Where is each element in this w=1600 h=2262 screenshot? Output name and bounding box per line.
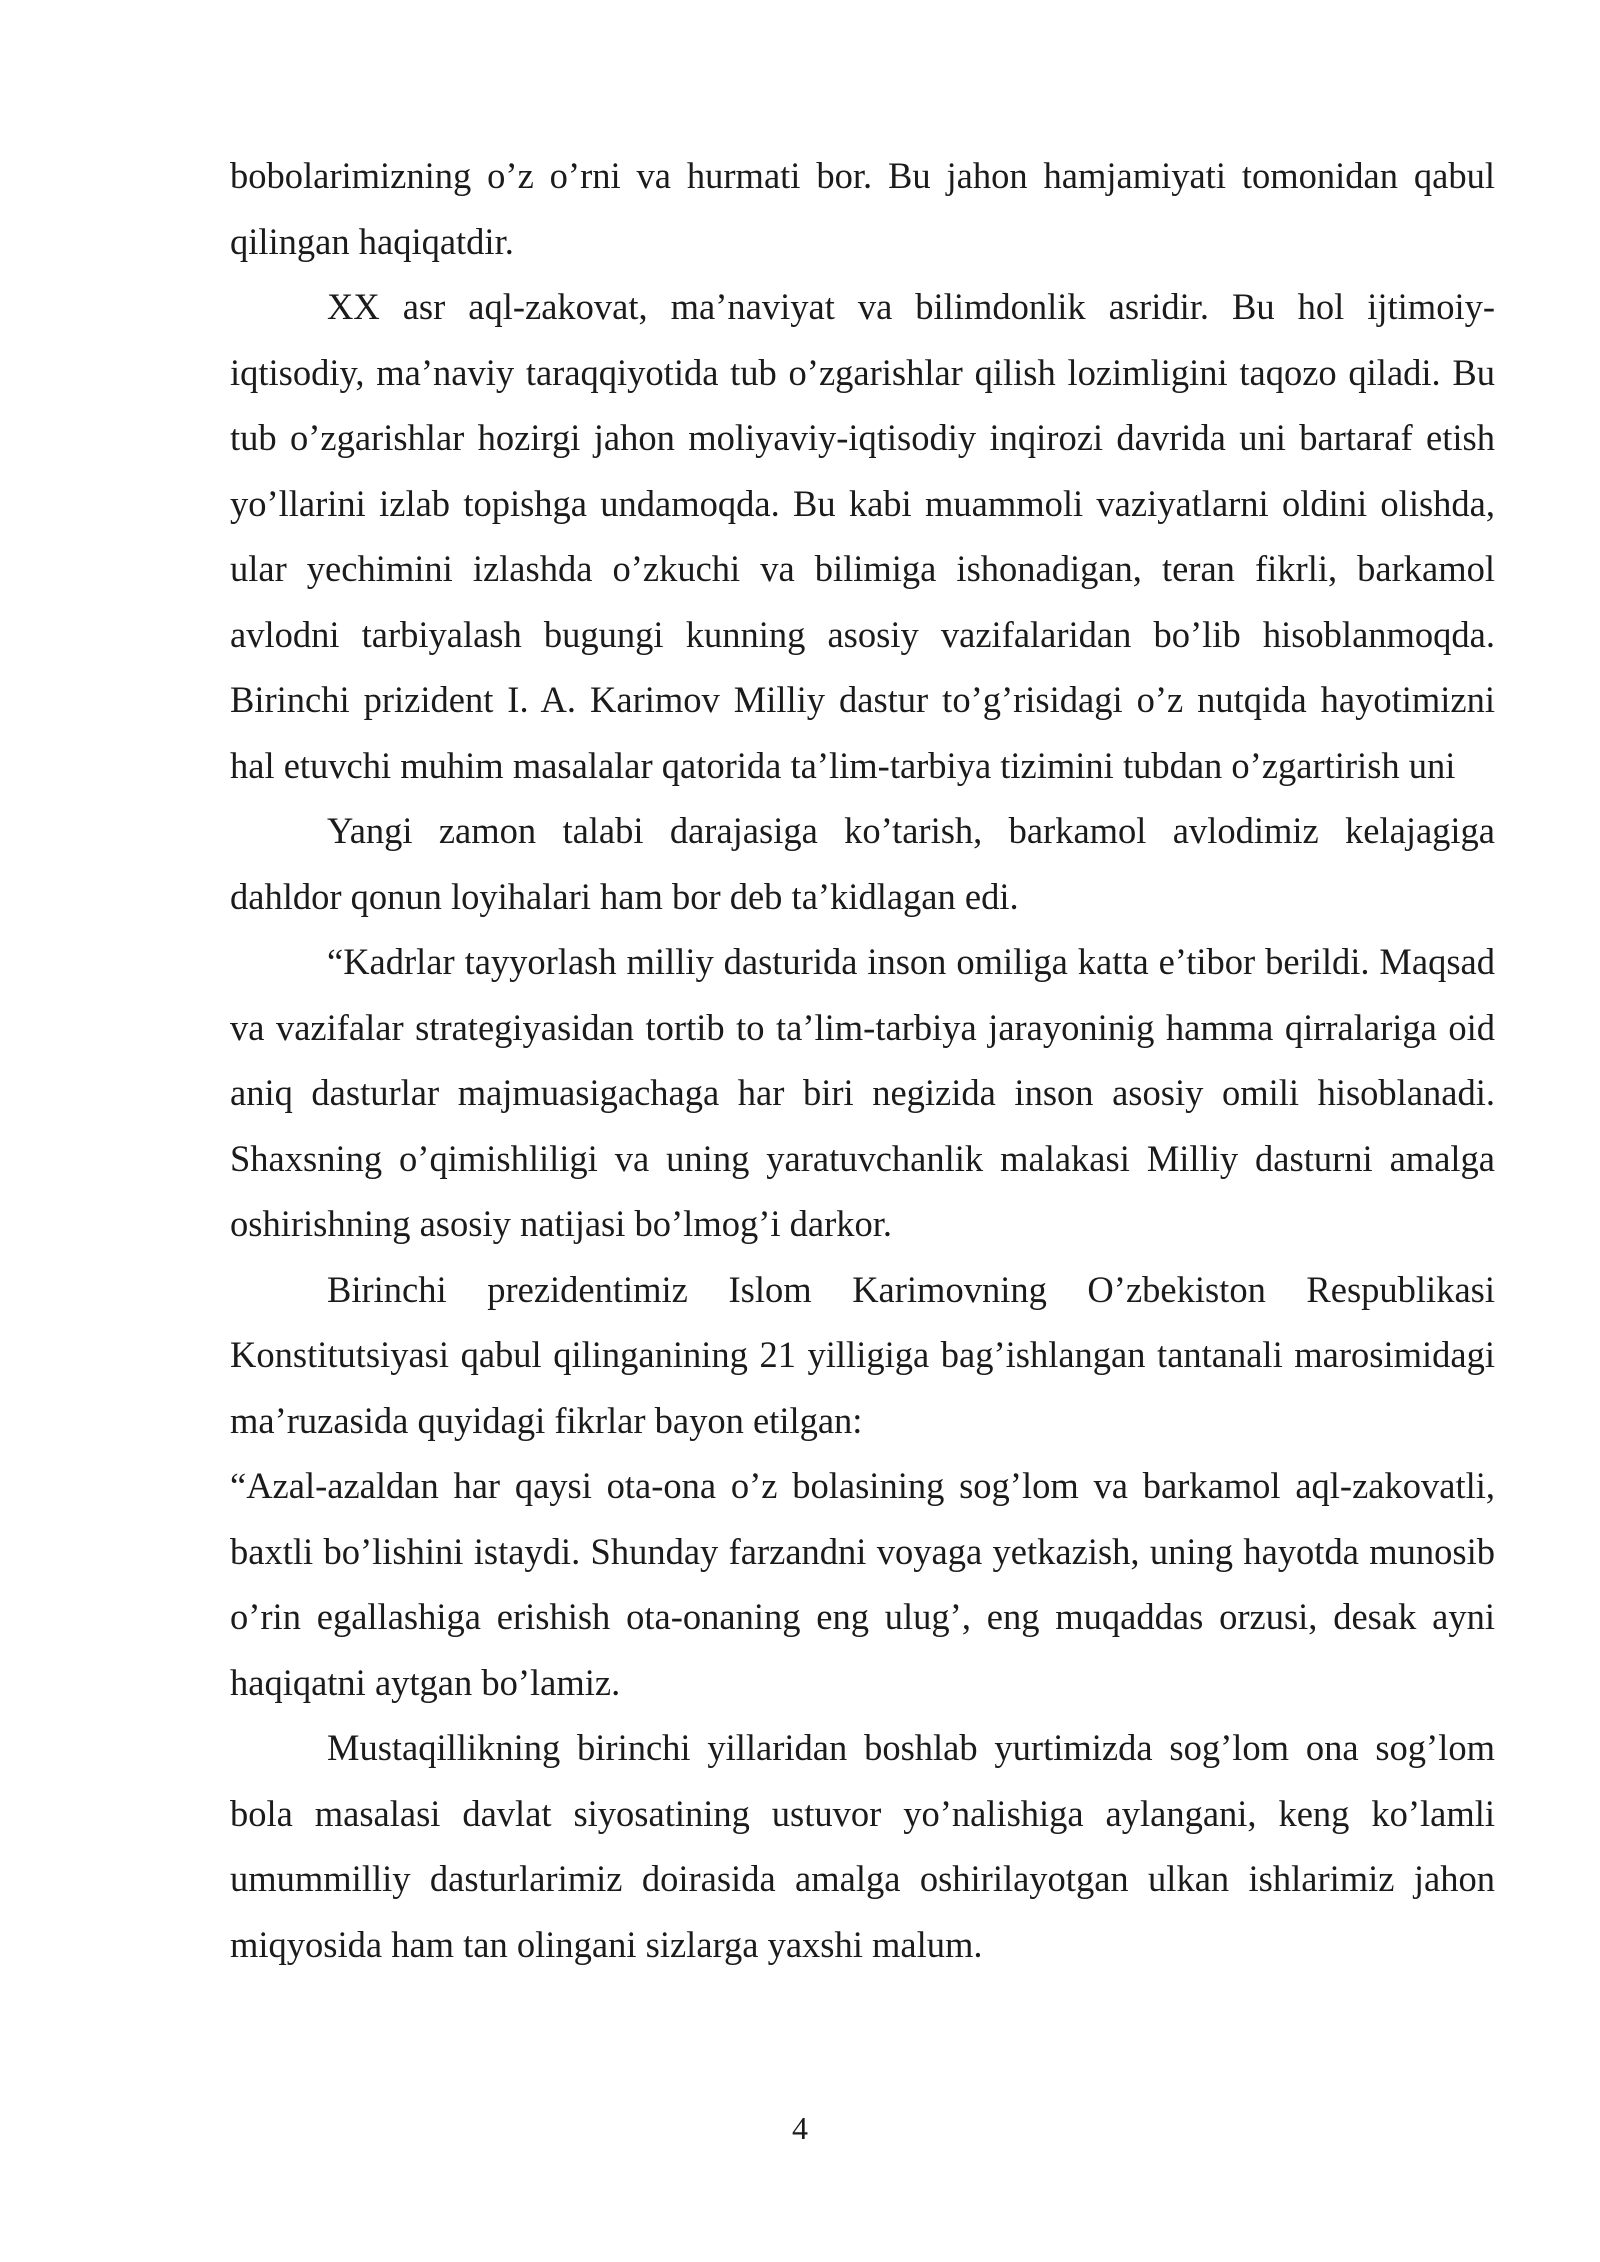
paragraph-first-president: Birinchi prezidentimiz Islom Karimovning O’zbekiston Respublikasi Konstitutsiyasi qabul qilinganining 21 yilligiga bag’ishlangan tantanali marosimidagi ma’ruzasida quyidagi fikrlar bayon etilgan: — [230, 1268, 1495, 1441]
paragraph-new-era: Yangi zamon talabi darajasiga ko’tarish, barkamol avlodimiz kelajagiga dahldor qonun loyihalari ham bor deb ta’kidlagan edi. — [230, 810, 1495, 917]
paragraph-independence: Mustaqillikning birinchi yillaridan boshlab yurtimizda sog’lom ona sog’lom bola masalasi davlat siyosatining ustuvor yo’nalishiga aylangani, keng ko’lamli umummilliy dasturlarimiz doirasida amalga oshirilayotgan ulkan ishlarimiz jahon miqyosida ham tan olingani sizlarga yaxshi malum. — [230, 1727, 1495, 1965]
page-number: 4 — [792, 2110, 808, 2146]
paragraph-quote: “Azal-azaldan har qaysi ota-ona o’z bolasining sog’lom va barkamol aql-zakovatli, baxtli bo’lishini istaydi. Shunday farzandni voyaga yetkazish, uning hayotda munosib o’rin egallashiga erishish ota-onaning eng ulug’, eng muqaddas orzusi, desak ayni haqiqatni aytgan bo’lamiz. — [230, 1465, 1495, 1703]
paragraph-xx-century: XX asr aql-zakovat, ma’naviyat va bilimdonlik asridir. Bu hol ijtimoiy-iqtisodiy, ma’naviy taraqqiyotida tub o’zgarishlar qilish lozimligini taqozo qiladi. Bu tub o’zgarishlar hozirgi jahon moliyaviy-iqtisodiy inqirozi davrida uni bartaraf etish yo’llarini izlab topishga undamoqda. Bu kabi muammoli vaziyatlarni oldini olishda, ular yechimini izlashda o’zkuchi va bilimiga ishonadigan, teran fikrli, barkamol avlodni tarbiyalash bugungi kunning asosiy vazifalaridan bo’lib hisoblanmoqda. Birinchi prizident I. A. Karimov Milliy dastur to’g’risidagi o’z nutqida hayotimizni hal etuvchi muhim masalalar qatorida ta’lim-tarbiya tizimini tubdan o’zgartirish uni — [230, 286, 1495, 786]
paragraph-personnel-training: “Kadrlar tayyorlash milliy dasturida inson omiliga katta e’tibor berildi. Maqsad va vazifalar strategiyasidan tortib to ta’lim-tarbiya jarayoninig hamma qirralariga oid aniq dasturlar majmuasigachaga har biri negizida inson asosiy omili hisoblanadi. Shaxsning o’qimishliligi va uning yaratuvchanlik malakasi Milliy dasturni amalga oshirishning asosiy natijasi bo’lmog’i darkor. — [230, 941, 1495, 1244]
body-text — [230, 143, 1495, 1977]
paragraph-continuation: bobolarimizning o’z o’rni va hurmati bor. Bu jahon hamjamiyati tomonidan qabul qilingan haqiqatdir. — [230, 155, 1495, 262]
